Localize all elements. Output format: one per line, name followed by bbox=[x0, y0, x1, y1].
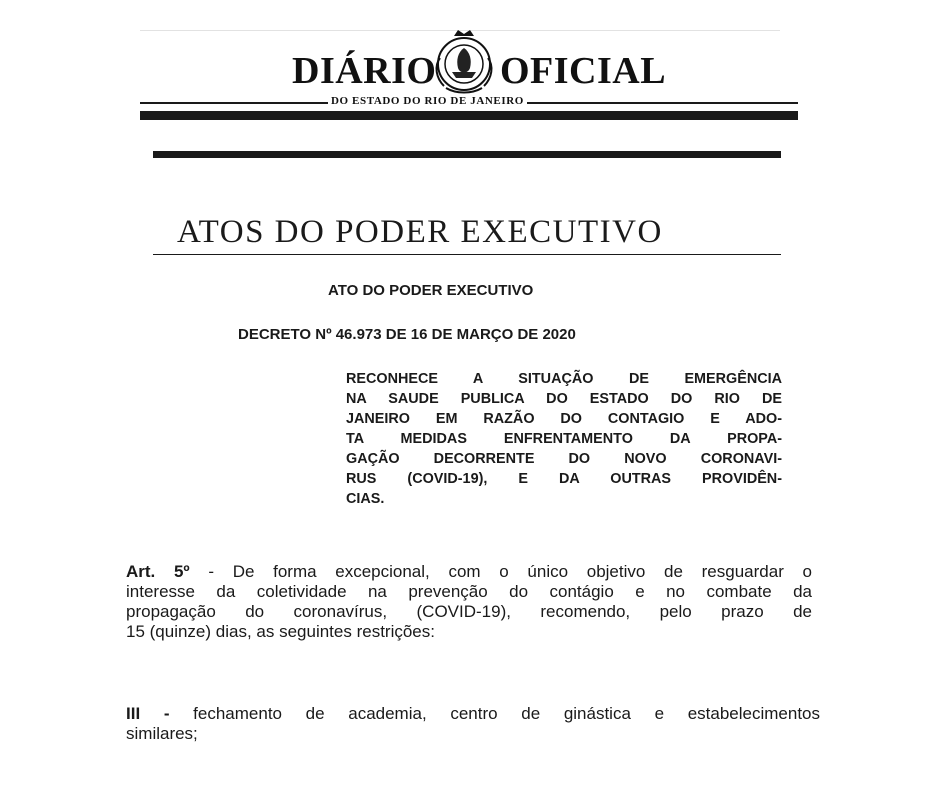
ementa-line: CIAS. bbox=[346, 491, 385, 507]
section-title-underline bbox=[153, 254, 781, 255]
item-text: fechamento de academia, centro de ginástica e estabelecimentos bbox=[169, 704, 820, 723]
decree-ementa bbox=[346, 369, 782, 509]
item-label: III - bbox=[126, 704, 170, 723]
masthead-title-right: OFICIAL bbox=[500, 50, 667, 92]
masthead-thick-rule bbox=[140, 111, 798, 120]
act-heading: ATO DO PODER EXECUTIVO bbox=[328, 282, 534, 299]
item-line bbox=[126, 704, 820, 724]
decree-title: DECRETO Nº 46.973 DE 16 DE MARÇO DE 2020 bbox=[238, 326, 576, 343]
article-line: 15 (quinze) dias, as seguintes restrições: bbox=[126, 622, 435, 641]
article-text: - De forma excepcional, com o único objetivo de resguardar o bbox=[189, 562, 812, 581]
section-title: ATOS DO PODER EXECUTIVO bbox=[177, 214, 663, 250]
masthead-subtitle: DO ESTADO DO RIO DE JANEIRO bbox=[328, 95, 527, 107]
article-line bbox=[126, 562, 812, 582]
article-5-paragraph bbox=[126, 562, 812, 642]
article-label: Art. 5º bbox=[126, 562, 190, 581]
coat-of-arms-icon bbox=[432, 28, 496, 98]
item-iii-paragraph bbox=[126, 704, 820, 744]
ementa-line: NA SAUDE PUBLICA DO ESTADO DO RIO DE bbox=[346, 391, 782, 407]
masthead-title-left: DIÁRIO bbox=[292, 50, 437, 92]
ementa-line: JANEIRO EM RAZÃO DO CONTAGIO E ADO- bbox=[346, 411, 782, 427]
ementa-line: TA MEDIDAS ENFRENTAMENTO DA PROPA- bbox=[346, 431, 782, 447]
item-line: similares; bbox=[126, 724, 198, 743]
ementa-line: RECONHECE A SITUAÇÃO DE EMERGÊNCIA bbox=[346, 371, 782, 387]
section-divider-rule bbox=[153, 151, 781, 158]
article-line: interesse da coletividade na prevenção do contágio e no combate da bbox=[126, 582, 812, 601]
article-line: propagação do coronavírus, (COVID-19), recomendo, pelo prazo de bbox=[126, 602, 812, 621]
ementa-line: GAÇÃO DECORRENTE DO NOVO CORONAVI- bbox=[346, 451, 782, 467]
ementa-line: RUS (COVID-19), E DA OUTRAS PROVIDÊN- bbox=[346, 471, 782, 487]
